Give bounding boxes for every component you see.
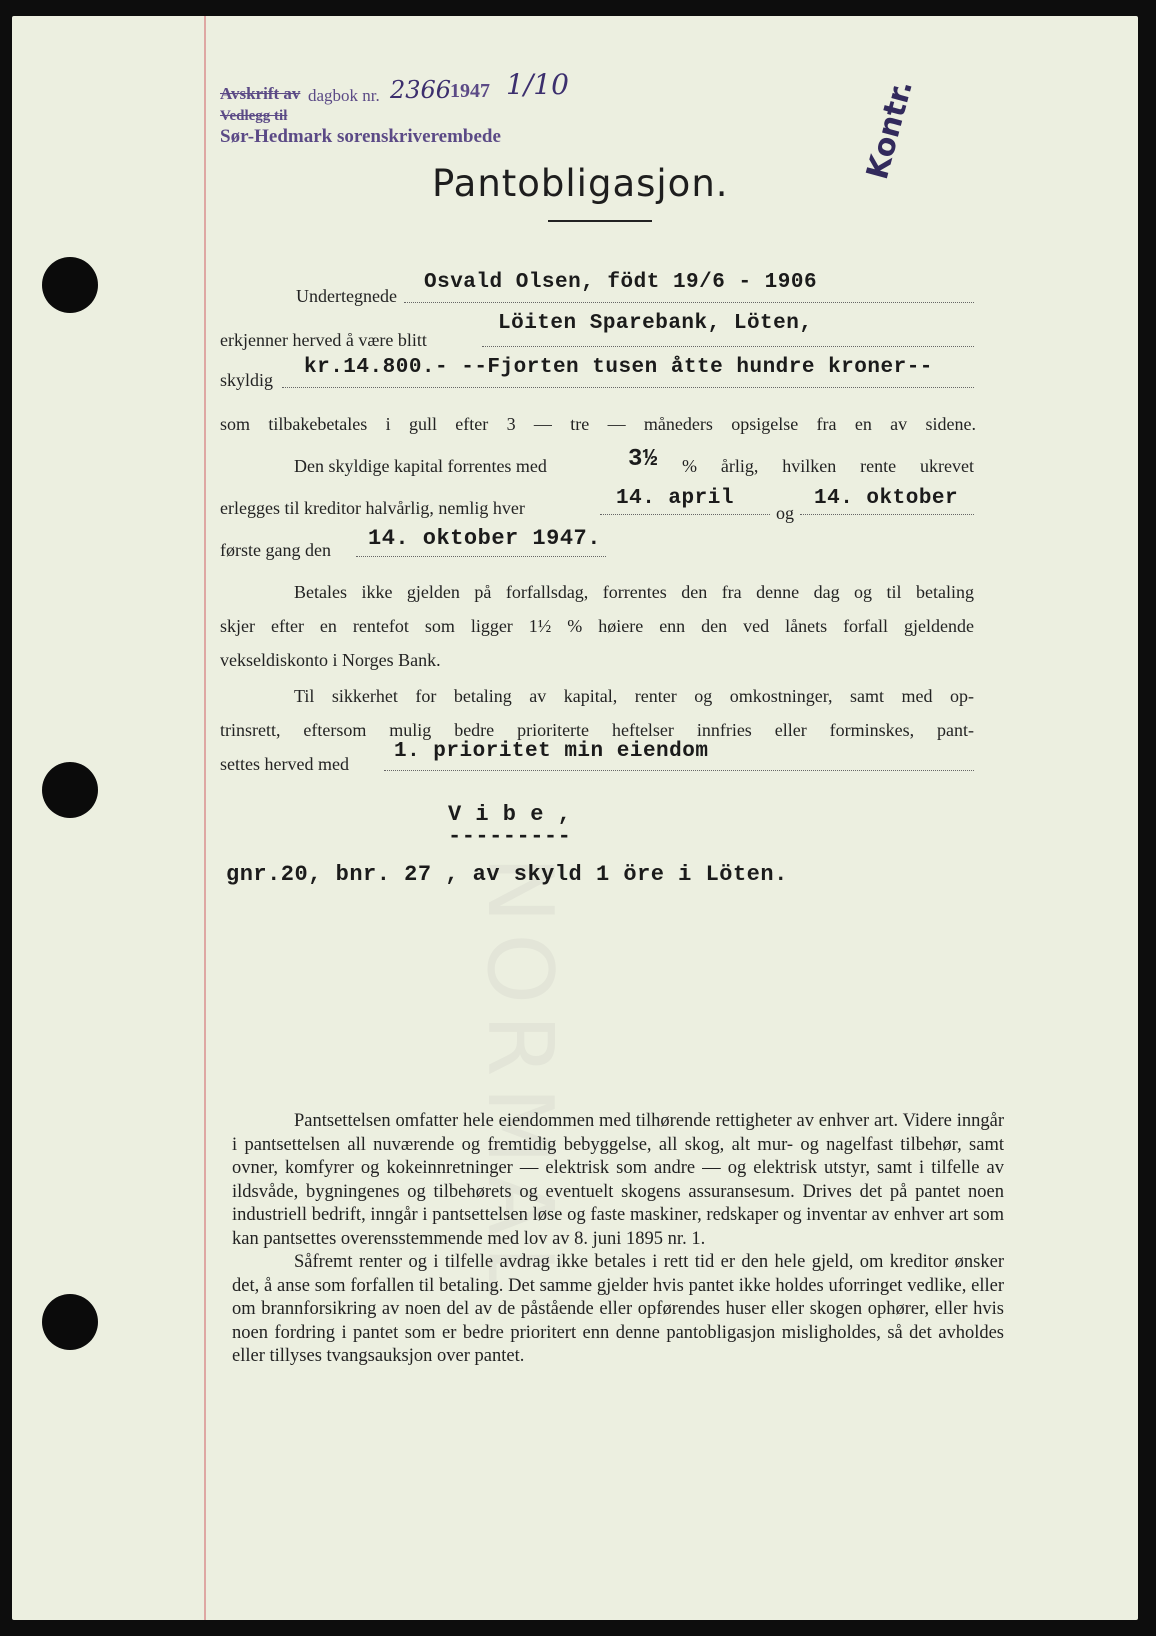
termin1-line: [600, 514, 770, 515]
punch-hole-middle: [42, 762, 98, 818]
tilbake-line: som tilbakebetales i gull efter 3 — tre — måneders opsigelse fra en av sidene.: [220, 414, 976, 434]
rente-label: Den skyldige kapital forrentes med: [294, 456, 547, 476]
margin-rule: [204, 16, 206, 1620]
boilerplate-paragraph-2: Såfremt renter og i tilfelle avdrag ikke betales i rett tid er den hele gjeld, om kreditor ønsker det, å anse som forfallen til betaling. Det samme gjelder hvis pantet ikke holdes uforringet vedlike, eller om brannforsikring av noen del av de påstående eller opførendes huser eller skogen ophører, eller hvis noen fordring i pantet som er bedre prioritert enn denne pantobligasjon misligholdes, så det avholdes eller tillyses tvangsauksjon over pantet.: [232, 1252, 1004, 1366]
undertegnede-label: Undertegnede: [296, 286, 397, 306]
skyldig-value: kr.14.800.- --Fjorten tusen åtte hundre kroner--: [304, 356, 933, 379]
forste-gang-value: 14. oktober 1947.: [368, 526, 601, 551]
property-name-underline: ---------: [448, 824, 572, 849]
skyldig-label: skyldig: [220, 370, 274, 390]
property-name: V i b e ,: [448, 802, 572, 827]
property-description: gnr.20, bnr. 27 , av skyld 1 öre i Löten.: [226, 862, 788, 887]
undertegnede-line: [404, 302, 974, 303]
prioritet-line: [384, 770, 974, 771]
rente-suffix: % årlig, hvilken rente ukrevet: [682, 456, 974, 476]
stamp-date: 1/10: [506, 68, 569, 101]
punch-hole-top: [42, 257, 98, 313]
erkjenner-label: erkjenner herved å være blitt: [220, 330, 427, 350]
erkjenner-line: [482, 346, 974, 347]
erlegges-label: erlegges til kreditor halvårlig, nemlig hver: [220, 498, 525, 518]
watermark: NORMAL: [467, 856, 572, 1307]
erkjenner-value: Löiten Sparebank, Löten,: [498, 312, 813, 335]
sikkerhet-line-1: Til sikkerhet for betaling av kapital, renter og omkostninger, samt med op-: [294, 686, 974, 706]
stamp-dagbok: dagbok nr.: [308, 86, 380, 105]
document-title: Pantobligasjon.: [432, 162, 729, 205]
termin2-value: 14. oktober: [814, 487, 959, 510]
title-underline: [548, 220, 652, 222]
termin2-line: [800, 514, 974, 515]
stamp-dagbok-number: 2366: [390, 76, 452, 104]
sikkerhet-line-3: settes herved med: [220, 754, 349, 774]
stamp-vedlegg: Vedlegg til: [220, 108, 288, 124]
undertegnede-value: Osvald Olsen, födt 19/6 - 1906: [424, 271, 818, 294]
skyldig-line: [282, 387, 974, 388]
rente-value: 3½: [628, 446, 658, 473]
document-page: [12, 16, 1138, 1620]
betales-line-3: vekseldiskonto i Norges Bank.: [220, 650, 441, 670]
betales-line-2: skjer efter en rentefot som ligger 1½ % høiere enn den ved lånets forfall gjeldende: [220, 616, 974, 636]
boilerplate-text: [232, 1110, 1004, 1369]
punch-hole-bottom: [42, 1294, 98, 1350]
sikkerhet-line-2: trinsrett, eftersom mulig bedre prioriterte heftelser innfries eller forminskes, pant-: [220, 720, 974, 740]
og-label: og: [776, 503, 794, 523]
boilerplate-paragraph-1: Pantsettelsen omfatter hele eiendommen med tilhørende rettigheter av enhver art. Videre inngår i pantsettelsen all nuværende og fremtidig bebyggelse, all skog, alt mur- og nagelfast tilbehør, samt ovner, komfyrer og kokeinnretninger — elektrisk som andre — og elektrisk utstyr, samt i tilfelle av ildsvåde, bygningenes og tilbehørets og eventuelt skogens assuransesum. Drives det på pantet noen industriell bedrift, inngår i pantsettelsen løse og faste maskiner, redskaper og inventar av enhver art som kan pantsettes overensstemmende med lov av 8. juni 1895 nr. 1.: [232, 1111, 1004, 1249]
termin1-value: 14. april: [616, 487, 734, 510]
kontrollert-annotation: Kontr.: [860, 76, 920, 184]
stamp-year: 1947: [450, 80, 490, 102]
stamp-avskrift: Avskrift av: [220, 84, 301, 103]
forste-gang-line: [356, 556, 606, 557]
betales-line-1: Betales ikke gjelden på forfallsdag, forrentes den fra denne dag og til betaling: [294, 582, 974, 602]
prioritet-value: 1. prioritet min eiendom: [394, 740, 709, 763]
stamp-office: Sør-Hedmark sorenskriverembede: [220, 126, 501, 147]
forste-gang-label: første gang den: [220, 540, 331, 560]
